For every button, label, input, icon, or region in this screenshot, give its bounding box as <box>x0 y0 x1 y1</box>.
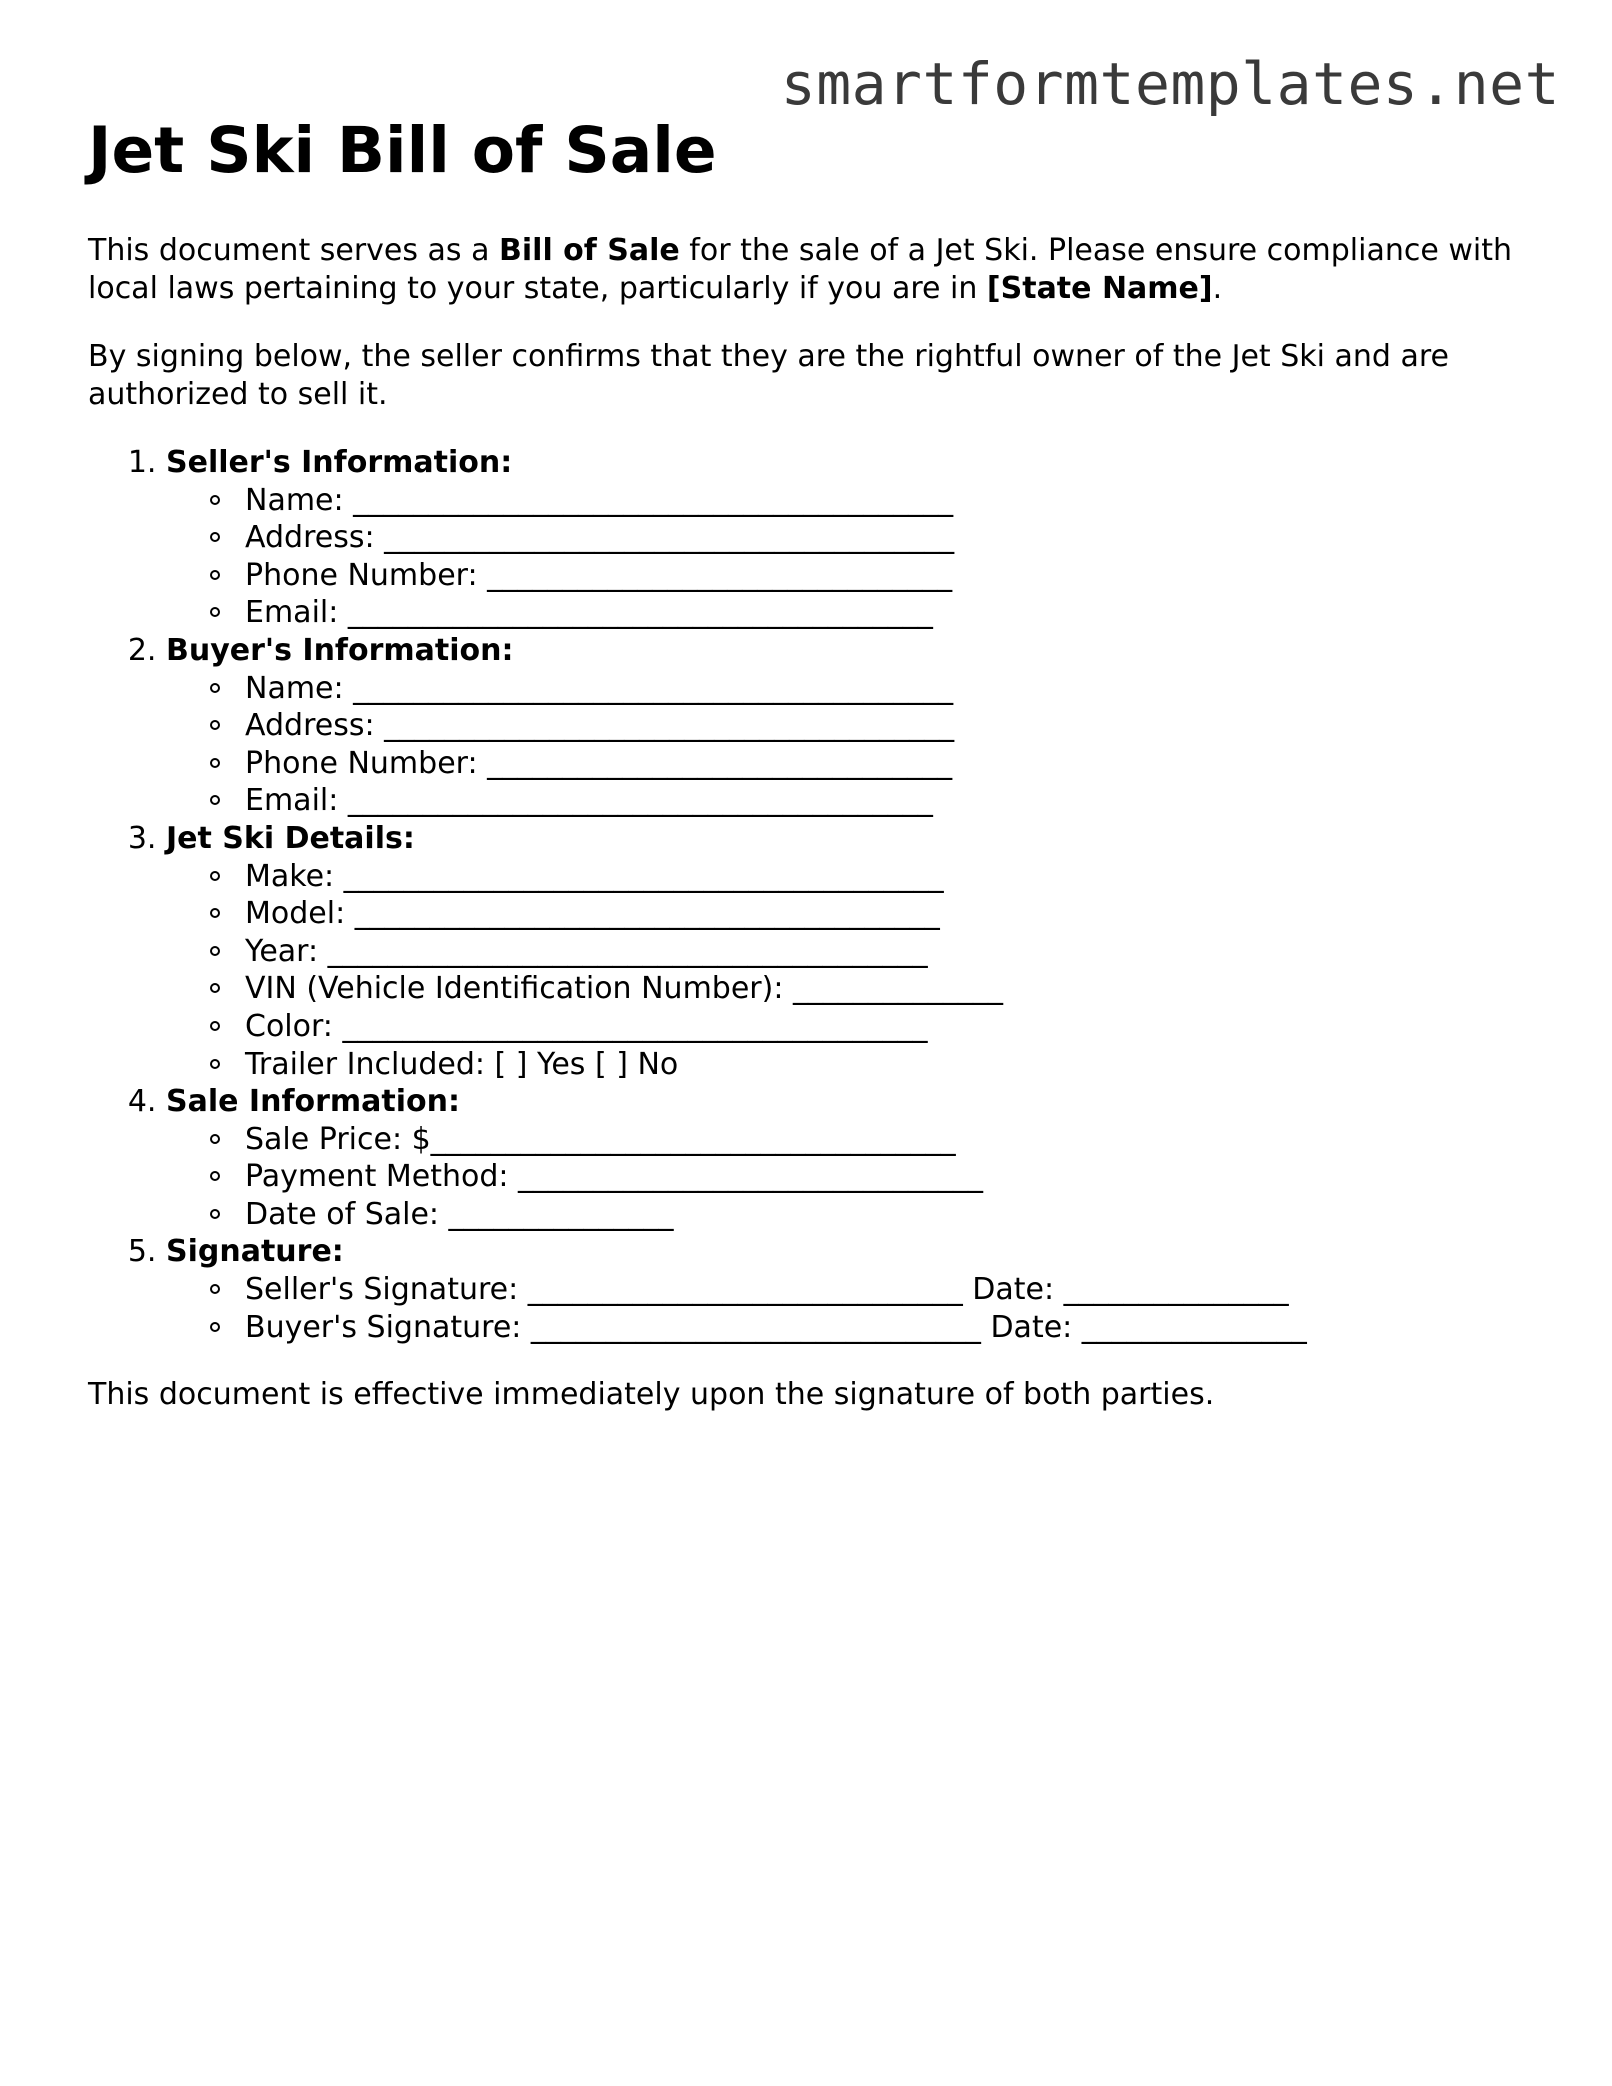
field-buyer-signature[interactable] <box>245 1309 1538 1347</box>
declaration-paragraph: By signing below, the seller confirms that they are the rightful owner of the Jet Ski and are authorized to sell it. <box>88 339 1450 412</box>
circle-bullet-icon <box>210 532 220 542</box>
field-label: Email: _______________________________________ <box>245 595 933 631</box>
section-signature <box>166 1233 1538 1346</box>
field-label: Phone Number: _______________________________ <box>245 557 953 593</box>
field-model[interactable] <box>245 895 1538 933</box>
circle-bullet-icon <box>210 1209 220 1219</box>
circle-bullet-icon <box>210 1059 220 1069</box>
field-label: Date of Sale: _______________ <box>245 1196 674 1232</box>
watermark: smartformtemplates.net <box>780 50 1560 118</box>
field-list <box>166 858 1538 1084</box>
circle-bullet-icon <box>210 983 220 993</box>
field-list <box>166 482 1538 632</box>
field-list <box>166 1121 1538 1234</box>
closing-paragraph: This document is effective immediately upon the signature of both parties. <box>88 1377 1215 1413</box>
field-label: Address: ______________________________________ <box>245 708 955 744</box>
field-label: Phone Number: _______________________________ <box>245 745 953 781</box>
field-label: Name: ________________________________________ <box>245 670 954 706</box>
section-seller-info <box>166 444 1538 632</box>
field-label: Payment Method: _______________________________ <box>245 1159 984 1195</box>
field-label: Address: ______________________________________ <box>245 520 955 556</box>
circle-bullet-icon <box>210 1322 220 1332</box>
field-buyer-email[interactable] <box>245 782 1538 820</box>
field-label: Seller's Signature: _____________________________ Date: _______________ <box>245 1272 1289 1308</box>
circle-bullet-icon <box>210 758 220 768</box>
field-list <box>166 1271 1538 1346</box>
field-label: VIN (Vehicle Identification Number): ______________ <box>245 971 1003 1007</box>
circle-bullet-icon <box>210 1134 220 1144</box>
field-label: Trailer Included: [ ] Yes [ ] No <box>245 1046 679 1082</box>
intro-paragraph <box>88 232 1538 308</box>
circle-bullet-icon <box>210 1171 220 1181</box>
field-seller-name[interactable] <box>245 482 1538 520</box>
field-buyer-name[interactable] <box>245 670 1538 708</box>
field-seller-address[interactable] <box>245 519 1538 557</box>
field-buyer-address[interactable] <box>245 707 1538 745</box>
circle-bullet-icon <box>210 683 220 693</box>
field-label: Color: _______________________________________ <box>245 1008 928 1044</box>
intro-bold-state-name: [State Name] <box>986 271 1213 306</box>
field-buyer-phone[interactable] <box>245 745 1538 783</box>
field-label: Year: ________________________________________ <box>245 933 928 969</box>
section-title: Buyer's Information: <box>166 632 514 668</box>
field-year[interactable] <box>245 933 1538 971</box>
field-label: Email: _______________________________________ <box>245 783 933 819</box>
section-title: Seller's Information: <box>166 445 513 480</box>
field-vin[interactable] <box>245 970 1538 1008</box>
circle-bullet-icon <box>210 871 220 881</box>
intro-text-3: . <box>1212 271 1223 306</box>
field-seller-phone[interactable] <box>245 557 1538 595</box>
field-label: Name: ________________________________________ <box>245 482 954 518</box>
field-payment-method[interactable] <box>245 1158 1538 1196</box>
section-title: Signature: <box>166 1234 344 1270</box>
page-title: Jet Ski Bill of Sale <box>88 114 717 187</box>
circle-bullet-icon <box>210 946 220 956</box>
document-body <box>88 108 1538 1414</box>
circle-bullet-icon <box>210 495 220 505</box>
circle-bullet-icon <box>210 795 220 805</box>
circle-bullet-icon <box>210 908 220 918</box>
field-label: Make: ________________________________________ <box>245 858 944 894</box>
section-buyer-info <box>166 632 1538 820</box>
circle-bullet-icon <box>210 720 220 730</box>
sections-list <box>88 444 1538 1346</box>
field-label: Buyer's Signature: ______________________________ Date: _______________ <box>245 1309 1307 1345</box>
section-jet-ski-details <box>166 820 1538 1083</box>
field-sale-price[interactable] <box>245 1121 1538 1159</box>
field-seller-signature[interactable] <box>245 1271 1538 1309</box>
section-title: Sale Information: <box>166 1084 460 1120</box>
field-seller-email[interactable] <box>245 594 1538 632</box>
circle-bullet-icon <box>210 570 220 580</box>
field-trailer-included[interactable] <box>245 1046 1538 1084</box>
field-label: Sale Price: $___________________________________ <box>245 1121 956 1157</box>
circle-bullet-icon <box>210 607 220 617</box>
field-make[interactable] <box>245 858 1538 896</box>
section-sale-info <box>166 1083 1538 1233</box>
circle-bullet-icon <box>210 1284 220 1294</box>
field-date-of-sale[interactable] <box>245 1196 1538 1234</box>
intro-bold-bill-of-sale: Bill of Sale <box>499 233 680 268</box>
field-color[interactable] <box>245 1008 1538 1046</box>
field-list <box>166 670 1538 820</box>
circle-bullet-icon <box>210 1021 220 1031</box>
section-title: Jet Ski Details: <box>166 820 415 856</box>
field-label: Model: _______________________________________ <box>245 896 940 932</box>
intro-text-2: for the sale of a Jet Ski. Please ensure compliance with local laws pertaining to your state, particularly if you are in <box>88 233 1512 306</box>
intro-text-1: This document serves as a <box>88 233 500 268</box>
